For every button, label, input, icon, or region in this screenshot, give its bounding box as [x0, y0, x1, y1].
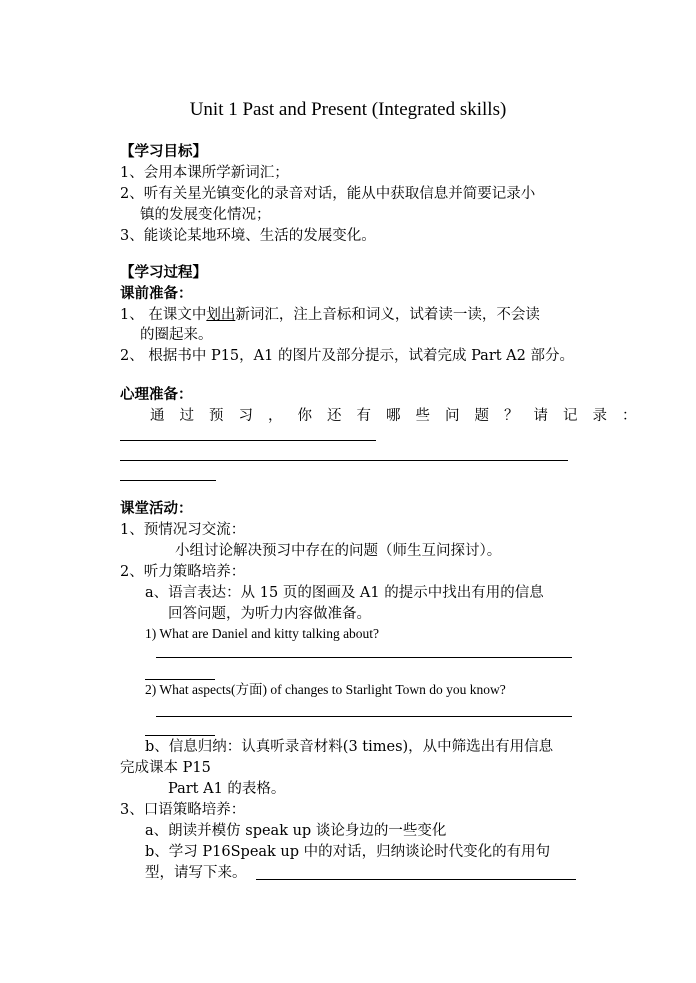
- class-item-1-detail: 小组讨论解决预习中存在的问题（师生互问探讨）。: [175, 543, 502, 559]
- goal-item-2-continued: 镇的发展变化情况；: [140, 207, 271, 223]
- mind-prep-text: 通过预习，你还有哪些问题？请记录：: [150, 408, 652, 424]
- class-item-2b: b、信息归纳：认真听录音材料(3 times)，从中筛选出有用信息: [145, 739, 554, 755]
- class-item-2a-continued: 回答问题，为听力内容做准备。: [168, 606, 371, 622]
- answer-line: [120, 480, 216, 481]
- prep-heading: 课前准备：: [120, 285, 193, 302]
- answer-line: [256, 879, 576, 880]
- class-item-3a: a、朗读并模仿 speak up 谈论身边的一些变化: [145, 823, 447, 839]
- document-title: Unit 1 Past and Present (Integrated skills): [189, 99, 507, 120]
- goal-item-3: 3、能谈论某地环境、生活的发展变化。: [120, 228, 376, 244]
- class-item-2b-part: Part A1 的表格。: [168, 781, 286, 797]
- answer-line: [145, 735, 215, 736]
- answer-line: [120, 440, 376, 441]
- process-heading: 【学习过程】: [120, 264, 207, 281]
- class-item-2a: a、语言表达：从 15 页的图画及 A1 的提示中找出有用的信息: [145, 585, 544, 601]
- prep-item-1-continued: 的圈起来。: [140, 327, 213, 343]
- goal-item-2: 2、听有关星光镇变化的录音对话，能从中获取信息并简要记录小: [120, 186, 536, 202]
- answer-line: [156, 716, 572, 717]
- question-1: 1) What are Daniel and kitty talking about?: [145, 626, 380, 641]
- class-item-1: 1、预情况习交流：: [120, 522, 246, 538]
- prep-item-1-underlined: 划出: [206, 307, 236, 323]
- answer-line: [156, 657, 572, 658]
- class-heading: 课堂活动：: [120, 500, 193, 517]
- question-2: 2) What aspects(方面) of changes to Starlight Town do you know?: [145, 682, 506, 697]
- goals-heading: 【学习目标】: [120, 143, 207, 160]
- class-item-3: 3、口语策略培养：: [120, 802, 246, 818]
- prep-item-2: 2、 根据书中 P15，A1 的图片及部分提示，试着完成 Part A2 部分。: [120, 348, 574, 364]
- class-item-3b-continued: 型，请写下来。: [145, 865, 247, 881]
- mind-prep-heading: 心理准备：: [120, 386, 193, 403]
- answer-line: [120, 460, 568, 461]
- prep-item-1-part-b: 新词汇，注上音标和词义，试着读一读，不会读: [235, 307, 540, 323]
- class-item-2: 2、听力策略培养：: [120, 564, 246, 580]
- class-item-3b: b、学习 P16Speak up 中的对话，归纳谈论时代变化的有用句: [145, 844, 551, 860]
- prep-item-1: [120, 305, 540, 325]
- goal-item-1: 1、会用本课所学新词汇；: [120, 165, 289, 181]
- prep-item-1-part-a: 1、 在课文中: [120, 307, 207, 323]
- class-item-2b-continued: 完成课本 P15: [120, 760, 211, 776]
